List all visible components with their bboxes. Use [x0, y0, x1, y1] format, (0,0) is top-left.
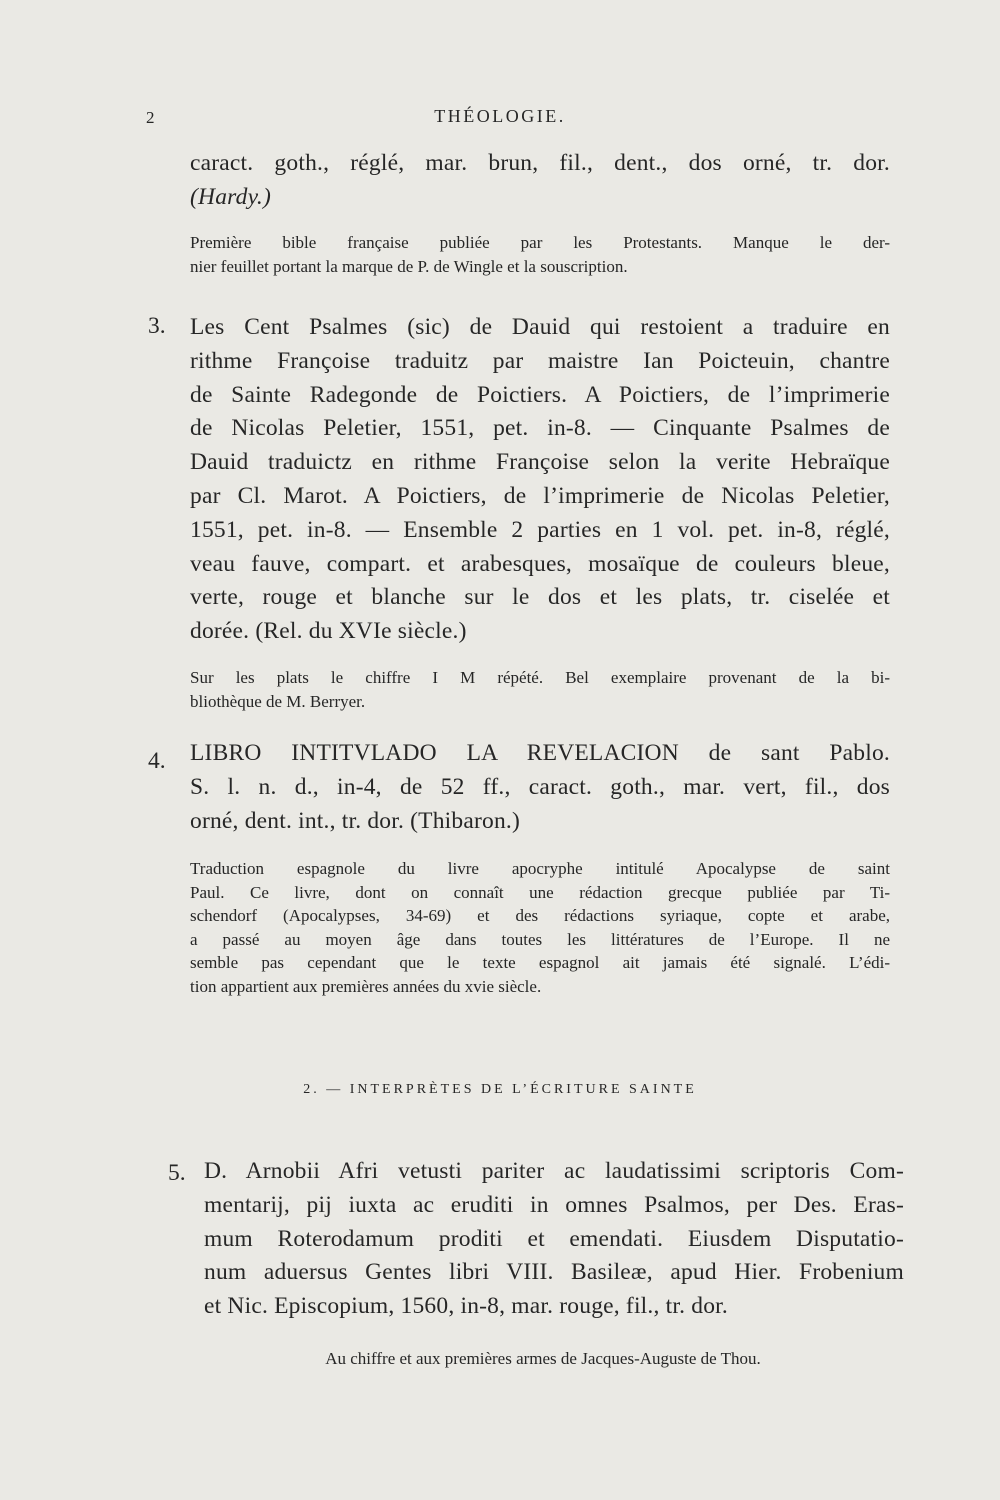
entry-5-note — [0, 1347, 1000, 1371]
entry-5 — [204, 1155, 904, 1324]
entry-3-line: veau fauve, compart. et arabesques, mosaïque de couleurs bleue, — [190, 550, 890, 577]
entry-3 — [190, 311, 890, 649]
entry-4-line: S. l. n. d., in-4, de 52 ff., caract. goth., mar. vert, fil., dos — [190, 773, 890, 800]
note-line: bliothèque de M. Berryer. — [190, 691, 366, 711]
note-line: semble pas cependant que le texte espagnol ait jamais été signalé. L’édi- — [190, 953, 890, 972]
entry-3-line: par Cl. Marot. A Poictiers, de l’imprimerie de Nicolas Peletier, — [190, 482, 890, 509]
entry-4-title: LIBRO INTITVLADO LA REVELACION de sant Pablo. — [190, 740, 890, 766]
entry-4-line: orné, dent. int., tr. dor. (Thibaron.) — [190, 807, 521, 834]
entry-2-continuation — [190, 147, 890, 215]
entry-5-line: D. Arnobii Afri vetusti pariter ac laudatissimi scriptoris Com- — [204, 1158, 904, 1184]
page-number: 2 — [146, 108, 155, 127]
entry-2-line: caract. goth., réglé, mar. brun, fil., dent., dos orné, tr. dor. — [190, 150, 890, 176]
entry-3-note — [190, 666, 890, 713]
note-line: tion appartient aux premières années du xvie siècle. — [190, 976, 542, 996]
entry-5-line: mum Roterodamum proditi et emendati. Eiusdem Disputatio- — [204, 1225, 904, 1252]
entry-number: 5. — [168, 1160, 186, 1186]
note-line: schendorf (Apocalypses, 34-69) et des rédactions syriaque, copte et arabe, — [190, 906, 890, 925]
entry-3-line: de Sainte Radegonde de Poictiers. A Poictiers, de l’imprimerie — [190, 381, 890, 408]
entry-3-line: Dauid traduictz en rithme Françoise selon la verite Hebraïque — [190, 449, 890, 476]
section-heading: 2. — INTERPRÈTES DE L’ÉCRITURE SAINTE — [303, 1082, 697, 1097]
note-line: Première bible française publiée par les Protestants. Manque le der- — [190, 233, 890, 252]
entry-4 — [190, 737, 890, 838]
note-line: Paul. Ce livre, dont on connaît une rédaction grecque publiée par Ti- — [190, 882, 890, 902]
note-line: a passé au moyen âge dans toutes les littératures de l’Europe. Il ne — [190, 929, 890, 949]
entry-5-line: num aduersus Gentes libri VIII. Basileæ, apud Hier. Frobenium — [204, 1259, 904, 1286]
entry-3-line: de Nicolas Peletier, 1551, pet. in-8. — Cinquante Psalmes de — [190, 415, 890, 442]
entry-4-note — [190, 857, 890, 998]
note-line: Traduction espagnole du livre apocryphe intitulé Apocalypse de saint — [190, 859, 890, 878]
entry-3-line: rithme Françoise traduitz par maistre Ian Poicteuin, chantre — [190, 347, 890, 374]
entry-5-line: mentarij, pij iuxta ac eruditi in omnes Psalmos, per Des. Eras- — [204, 1191, 904, 1218]
entry-3-line: 1551, pet. in-8. — Ensemble 2 parties en 1 vol. pet. in-8, réglé, — [190, 516, 890, 543]
entry-number: 4. — [148, 748, 166, 774]
entry-3-line: dorée. (Rel. du XVIe siècle.) — [190, 618, 467, 645]
entry-number: 3. — [148, 313, 166, 339]
note-line: Sur les plats le chiffre I M répété. Bel exemplaire provenant de la bi- — [190, 668, 890, 687]
entry-5-line: et Nic. Episcopium, 1560, in-8, mar. rouge, fil., tr. dor. — [204, 1293, 728, 1320]
entry-2-binder: (Hardy.) — [190, 183, 272, 210]
entry-3-line: verte, rouge et blanche sur le dos et les plats, tr. ciselée et — [190, 584, 890, 611]
note-line: nier feuillet portant la marque de P. de Wingle et la souscription. — [190, 256, 628, 276]
note-line: Au chiffre et aux premières armes de Jacques-Auguste de Thou. — [325, 1349, 761, 1368]
page-header — [0, 104, 1000, 134]
entry-3-line: Les Cent Psalmes (sic) de Dauid qui restoient a traduire en — [190, 314, 890, 340]
running-title: THÉOLOGIE. — [434, 106, 566, 126]
entry-2-note — [190, 231, 890, 278]
